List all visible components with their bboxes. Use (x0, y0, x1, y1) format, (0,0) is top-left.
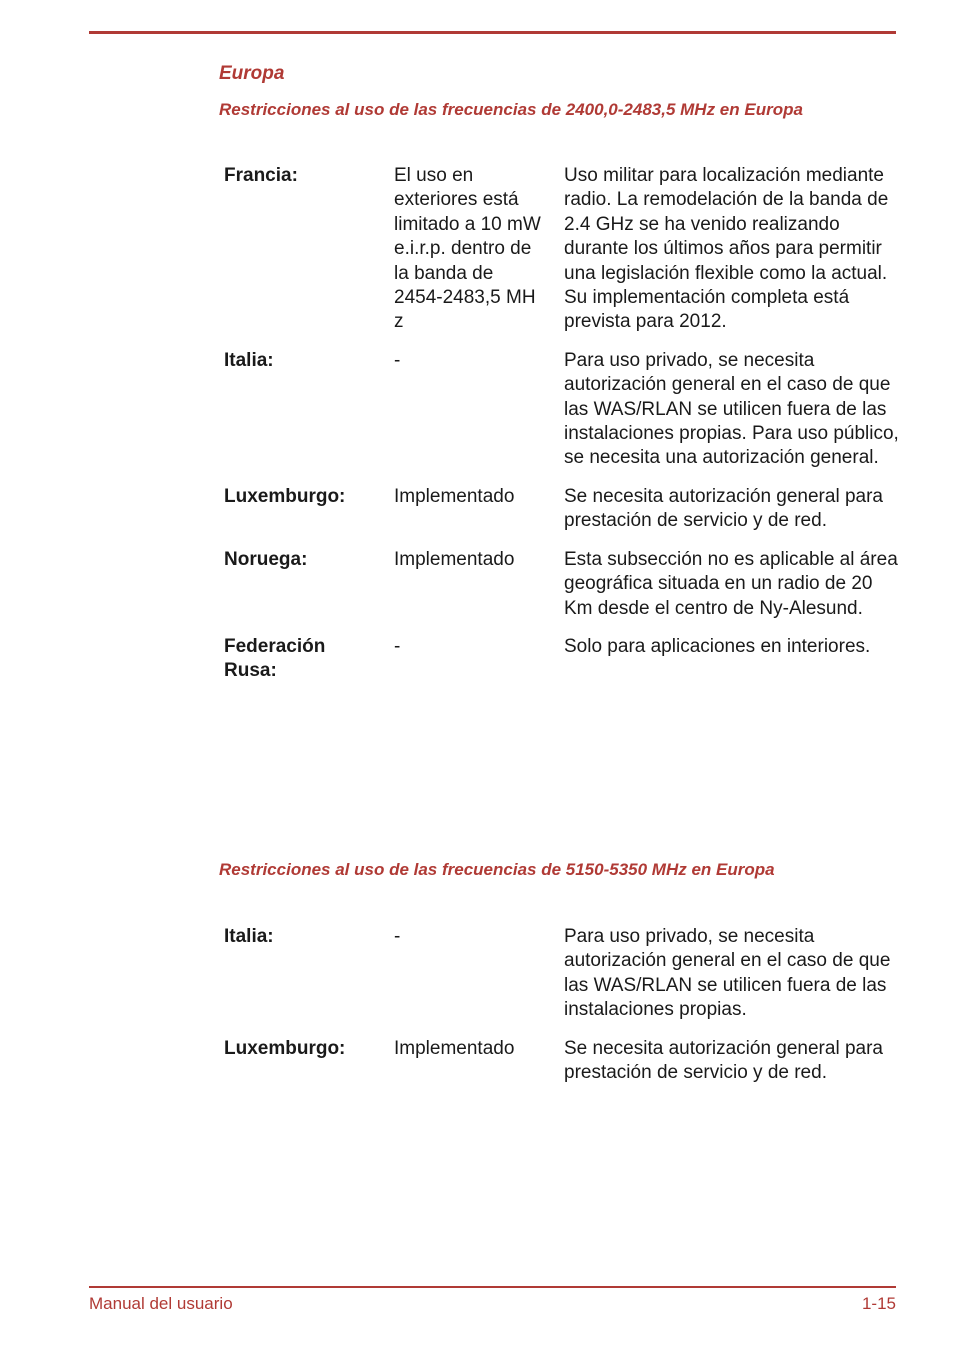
table-heading-2400mhz: Restricciones al uso de las frecuencias de 2400,0-2483,5 MHz en Europa (219, 100, 803, 119)
table-row (224, 164, 904, 335)
status-cell: El uso en exteriores está limitado a 10 mW e.i.r.p. dentro de la banda de 2454-2483,5 MH z (394, 165, 541, 333)
notes-cell: Para uso privado, se necesita autorización general en el caso de que las WAS/RLAN se utilicen fuera de las instalaciones propias. Para uso público, se necesita una autorización general. (564, 349, 899, 469)
table-row (224, 635, 904, 684)
notes-cell: Para uso privado, se necesita autorización general en el caso de que las WAS/RLAN se utilicen fuera de las instalaciones propias. (564, 926, 891, 1021)
footer-document-title: Manual del usuario (89, 1294, 233, 1313)
notes-cell: Se necesita autorización general para prestación de servicio y de red. (564, 1037, 883, 1084)
status-cell: - (394, 926, 401, 947)
notes-cell: Uso militar para localización mediante radio. La remodelación de la banda de 2.4 GHz se ha venido realizando durante los últimos años para permitir una legislación flexible como la actual. Su implementación completa está prevista para 2012. (564, 165, 889, 333)
restrictions-table-5150mhz (224, 925, 904, 1099)
country-cell: Francia: (224, 165, 298, 186)
notes-cell: Solo para aplicaciones en interiores. (564, 635, 871, 657)
notes-cell: Se necesita autorización general para prestación de servicio y de red. (564, 485, 883, 532)
country-cell: Luxemburgo: (224, 1037, 346, 1059)
header-rule (89, 31, 896, 34)
restrictions-table-2400mhz (224, 164, 904, 698)
page-number: 1-15 (861, 1294, 896, 1313)
notes-cell: Esta subsección no es aplicable al área geográfica situada en un radio de 20 Km desde el centro de Ny-Alesund. (564, 548, 898, 619)
table-row (224, 349, 904, 471)
country-cell: Italia: (224, 926, 274, 947)
status-cell: - (394, 635, 401, 657)
country-cell: Italia: (224, 349, 274, 371)
footer-rule (89, 1286, 896, 1288)
status-cell: - (394, 349, 401, 371)
status-cell: Implementado (394, 548, 515, 570)
table-heading-5150mhz: Restricciones al uso de las frecuencias de 5150-5350 MHz en Europa (219, 860, 775, 879)
country-cell: Federación Rusa: (224, 635, 326, 682)
table-row (224, 925, 904, 1023)
country-cell: Noruega: (224, 548, 308, 570)
table-row (224, 485, 904, 534)
section-title: Europa (219, 63, 285, 84)
table-row (224, 548, 904, 621)
status-cell: Implementado (394, 1037, 515, 1059)
status-cell: Implementado (394, 485, 515, 507)
table-row (224, 1037, 904, 1086)
country-cell: Luxemburgo: (224, 485, 346, 507)
